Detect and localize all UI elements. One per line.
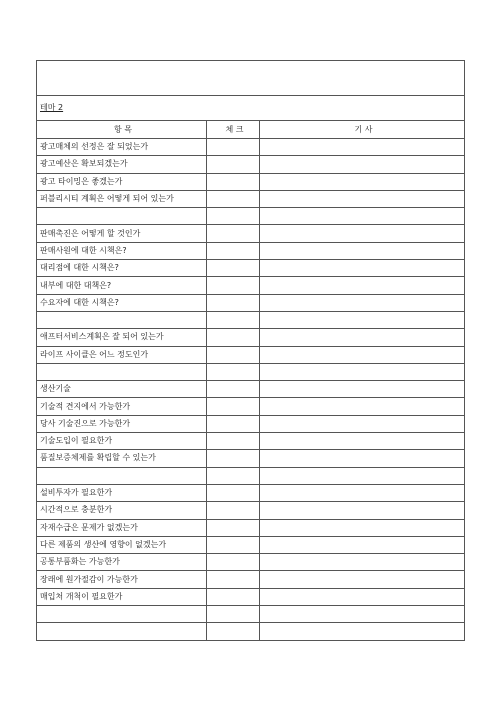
item-cell: 자재수급은 문제가 없겠는가 <box>37 519 207 536</box>
checklist-row <box>37 139 465 156</box>
check-cell[interactable] <box>207 156 260 173</box>
item-cell <box>37 623 207 640</box>
note-cell[interactable] <box>260 554 465 571</box>
item-cell: 생산기술 <box>37 381 207 398</box>
note-cell[interactable] <box>260 433 465 450</box>
note-cell[interactable] <box>260 398 465 415</box>
check-cell[interactable] <box>207 467 260 484</box>
note-cell[interactable] <box>260 208 465 225</box>
item-cell: 내부에 대한 대책은? <box>37 277 207 294</box>
item-cell <box>37 467 207 484</box>
checklist-row <box>37 294 465 311</box>
check-cell[interactable] <box>207 433 260 450</box>
note-cell[interactable] <box>260 294 465 311</box>
checklist-row <box>37 346 465 363</box>
check-cell[interactable] <box>207 606 260 623</box>
checklist-row <box>37 156 465 173</box>
checklist-table <box>36 60 465 641</box>
check-cell[interactable] <box>207 484 260 501</box>
check-cell[interactable] <box>207 329 260 346</box>
checklist-row <box>37 311 465 328</box>
check-cell[interactable] <box>207 519 260 536</box>
check-cell[interactable] <box>207 571 260 588</box>
check-cell[interactable] <box>207 242 260 259</box>
checklist-row <box>37 502 465 519</box>
check-cell[interactable] <box>207 208 260 225</box>
check-cell[interactable] <box>207 190 260 207</box>
note-cell[interactable] <box>260 363 465 380</box>
item-cell <box>37 208 207 225</box>
note-cell[interactable] <box>260 381 465 398</box>
checklist-row <box>37 225 465 242</box>
check-cell[interactable] <box>207 398 260 415</box>
item-cell: 광고매체의 선정은 잘 되었는가 <box>37 139 207 156</box>
check-cell[interactable] <box>207 277 260 294</box>
item-cell: 퍼블리시티 계획은 어떻게 되어 있는가 <box>37 190 207 207</box>
checklist-row <box>37 588 465 605</box>
check-cell[interactable] <box>207 450 260 467</box>
item-cell: 판매촉진은 어떻게 할 것인가 <box>37 225 207 242</box>
note-cell[interactable] <box>260 467 465 484</box>
checklist-row <box>37 415 465 432</box>
note-cell[interactable] <box>260 588 465 605</box>
check-cell[interactable] <box>207 554 260 571</box>
note-cell[interactable] <box>260 450 465 467</box>
note-cell[interactable] <box>260 173 465 190</box>
item-cell: 당사 기술진으로 가능한가 <box>37 415 207 432</box>
note-cell[interactable] <box>260 156 465 173</box>
checklist-sheet <box>36 60 465 641</box>
note-cell[interactable] <box>260 536 465 553</box>
checklist-row <box>37 519 465 536</box>
note-cell[interactable] <box>260 623 465 640</box>
theme-row <box>37 96 465 121</box>
note-cell[interactable] <box>260 519 465 536</box>
check-cell[interactable] <box>207 139 260 156</box>
item-cell: 설비투자가 필요한가 <box>37 484 207 501</box>
note-cell[interactable] <box>260 242 465 259</box>
check-cell[interactable] <box>207 346 260 363</box>
checklist-row <box>37 484 465 501</box>
checklist-row <box>37 536 465 553</box>
checklist-row <box>37 606 465 623</box>
checklist-row <box>37 554 465 571</box>
note-cell[interactable] <box>260 277 465 294</box>
checklist-row <box>37 260 465 277</box>
check-cell[interactable] <box>207 311 260 328</box>
item-cell: 광고예산은 확보되겠는가 <box>37 156 207 173</box>
column-header-row <box>37 121 465 139</box>
item-cell <box>37 606 207 623</box>
note-cell[interactable] <box>260 139 465 156</box>
item-cell <box>37 363 207 380</box>
checklist-row <box>37 190 465 207</box>
checklist-row <box>37 381 465 398</box>
checklist-row <box>37 623 465 640</box>
note-cell[interactable] <box>260 190 465 207</box>
item-column-header: 항 목 <box>37 121 207 139</box>
checklist-row <box>37 450 465 467</box>
note-cell[interactable] <box>260 225 465 242</box>
checklist-row <box>37 277 465 294</box>
item-cell: 판매사원에 대한 시책은? <box>37 242 207 259</box>
note-cell[interactable] <box>260 415 465 432</box>
checklist-row <box>37 242 465 259</box>
blank-header-box <box>37 61 465 96</box>
note-cell[interactable] <box>260 502 465 519</box>
check-column-header: 체 크 <box>207 121 260 139</box>
check-cell[interactable] <box>207 294 260 311</box>
item-cell: 장래에 원가절감이 가능한가 <box>37 571 207 588</box>
checklist-row <box>37 571 465 588</box>
checklist-row <box>37 433 465 450</box>
check-cell[interactable] <box>207 536 260 553</box>
checklist-row <box>37 208 465 225</box>
checklist-row <box>37 467 465 484</box>
item-cell: 광고 타이밍은 좋겠는가 <box>37 173 207 190</box>
item-cell: 시간적으로 충분한가 <box>37 502 207 519</box>
check-cell[interactable] <box>207 363 260 380</box>
checklist-row <box>37 329 465 346</box>
note-column-header: 기 사 <box>260 121 465 139</box>
item-cell: 품질보증체제를 확립할 수 있는가 <box>37 450 207 467</box>
item-cell: 애프터서비스계획은 잘 되어 있는가 <box>37 329 207 346</box>
theme-label: 테마 2 <box>40 103 64 112</box>
check-cell[interactable] <box>207 260 260 277</box>
note-cell[interactable] <box>260 606 465 623</box>
note-cell[interactable] <box>260 571 465 588</box>
item-cell: 수요자에 대한 시책은? <box>37 294 207 311</box>
note-cell[interactable] <box>260 260 465 277</box>
item-cell: 대리점에 대한 시책은? <box>37 260 207 277</box>
check-cell[interactable] <box>207 623 260 640</box>
check-cell[interactable] <box>207 381 260 398</box>
check-cell[interactable] <box>207 415 260 432</box>
check-cell[interactable] <box>207 588 260 605</box>
checklist-row <box>37 363 465 380</box>
item-cell: 기술적 견지에서 가능한가 <box>37 398 207 415</box>
note-cell[interactable] <box>260 311 465 328</box>
check-cell[interactable] <box>207 502 260 519</box>
note-cell[interactable] <box>260 329 465 346</box>
item-cell: 라이프 사이클은 어느 정도인가 <box>37 346 207 363</box>
checklist-row <box>37 398 465 415</box>
check-cell[interactable] <box>207 173 260 190</box>
check-cell[interactable] <box>207 225 260 242</box>
item-cell: 매입처 개척이 필요한가 <box>37 588 207 605</box>
item-cell <box>37 311 207 328</box>
note-cell[interactable] <box>260 346 465 363</box>
item-cell: 다른 제품의 생산에 영향이 없겠는가 <box>37 536 207 553</box>
item-cell: 기술도입이 필요한가 <box>37 433 207 450</box>
item-cell: 공통부품화는 가능한가 <box>37 554 207 571</box>
checklist-row <box>37 173 465 190</box>
note-cell[interactable] <box>260 484 465 501</box>
